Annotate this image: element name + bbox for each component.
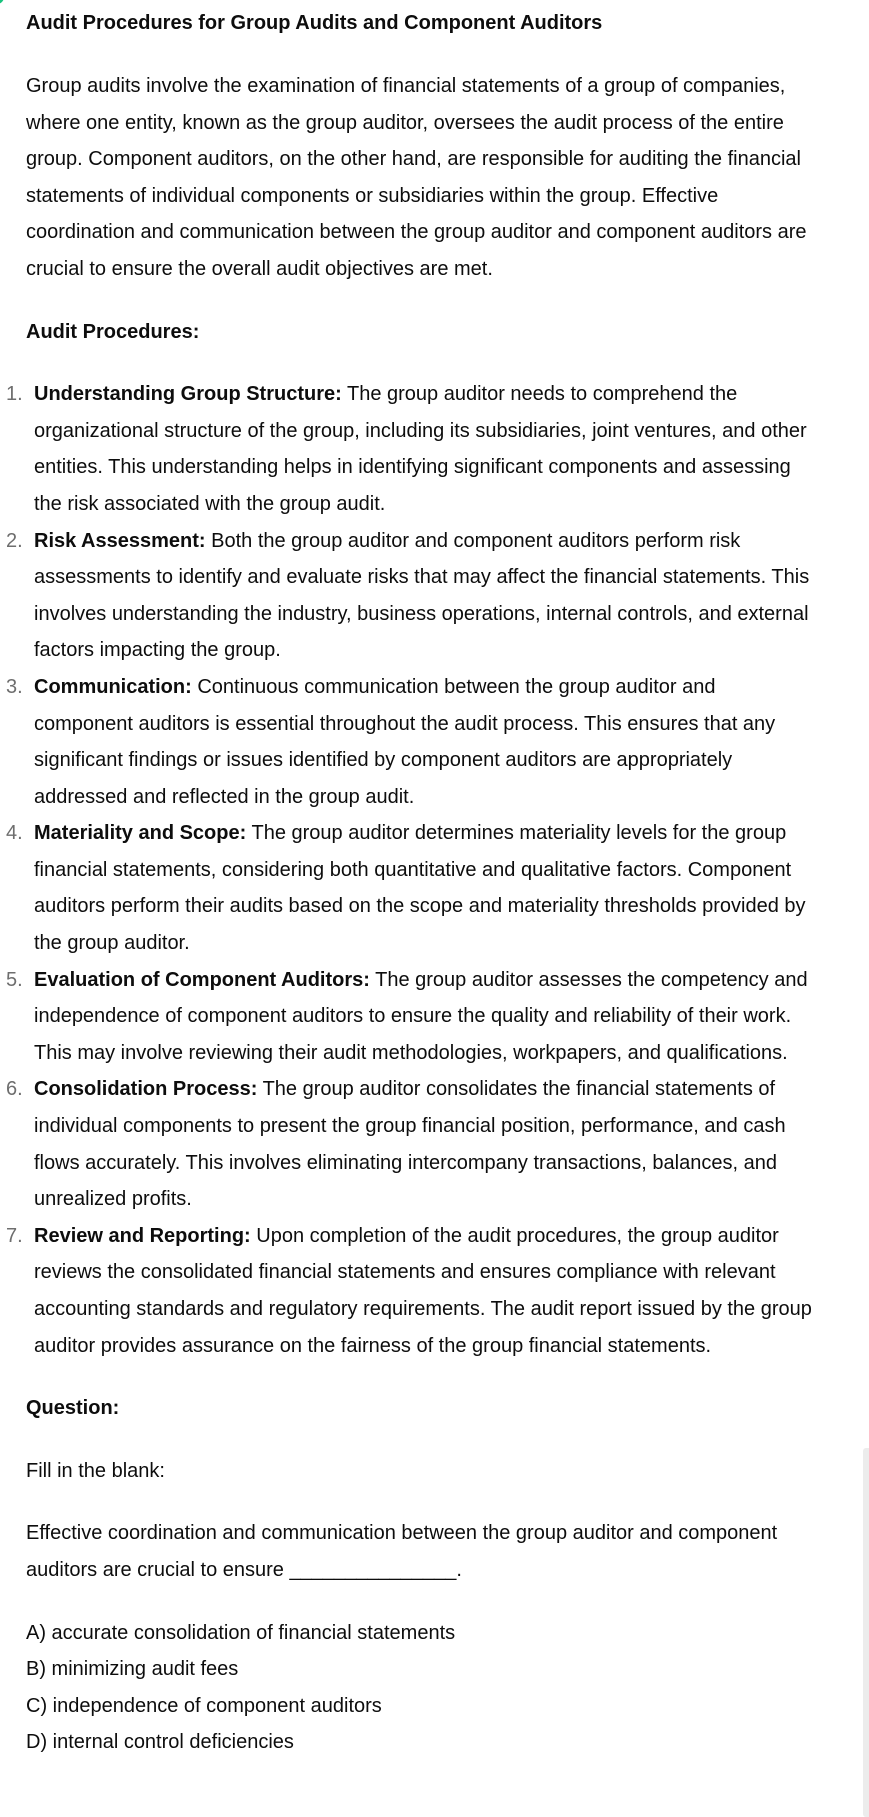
procedure-title: Evaluation of Component Auditors: — [34, 968, 370, 991]
procedures-heading: Audit Procedures: — [26, 320, 200, 343]
document-title: Audit Procedures for Group Audits and Component Auditors — [26, 12, 603, 34]
procedure-item-2 — [6, 523, 816, 669]
procedure-text: The group auditor determines materiality levels for the group financial statements, considering both quantitative and qualitative factors. Component auditors perform their audits based on the scope and materiality thresholds provided by the group auditor. — [34, 822, 806, 955]
procedure-title: Consolidation Process: — [34, 1078, 258, 1101]
procedure-text: The group auditor consolidates the financial statements of individual components to present the group financial position, performance, and cash flows accurately. This involves eliminating intercompany transactions, balances, and unrealized profits. — [34, 1078, 786, 1211]
procedure-number: 1. — [6, 383, 23, 406]
procedure-item-1 — [6, 376, 816, 522]
answer-option-d: D) internal control deficiencies — [26, 1731, 294, 1754]
question-text: Effective coordination and communication between the group auditor and component auditors are crucial to ensure _______________. — [26, 1522, 778, 1581]
question-heading: Question: — [26, 1397, 120, 1420]
procedure-item-5 — [6, 962, 816, 1072]
procedure-number: 3. — [6, 675, 23, 698]
procedure-text: The group auditor assesses the competency and independence of component auditors to ensure the quality and reliability of their work. This may involve reviewing their audit methodologies, workpapers, and qualifications. — [34, 968, 808, 1064]
procedure-number: 7. — [6, 1224, 23, 1247]
answer-options — [26, 1615, 816, 1761]
procedure-title: Review and Reporting: — [34, 1224, 251, 1247]
procedure-title: Communication: — [34, 675, 192, 698]
procedure-title: Understanding Group Structure: — [34, 383, 342, 406]
procedure-text: The group auditor needs to comprehend the organizational structure of the group, including its subsidiaries, joint ventures, and other entities. This understanding helps in identifying significant components and assessing the risk associated with the group audit. — [34, 383, 807, 515]
procedure-title: Risk Assessment: — [34, 529, 206, 552]
answer-option-c: C) independence of component auditors — [26, 1694, 382, 1717]
procedure-item-3 — [6, 669, 816, 815]
procedure-text: Upon completion of the audit procedures, the group auditor reviews the consolidated financial statements and ensures compliance with relevant accounting standards and regulatory requirements. The audit report issued by the group auditor provides assurance on the fairness of the group financial statements. — [34, 1224, 812, 1357]
procedure-number: 6. — [6, 1078, 23, 1101]
procedure-number: 2. — [6, 529, 23, 552]
procedure-text: Continuous communication between the group auditor and component auditors is essential throughout the audit process. This ensures that any significant findings or issues identified by component auditors are appropriately addressed and reflected in the group audit. — [34, 675, 776, 808]
procedure-title: Materiality and Scope: — [34, 822, 247, 845]
procedure-number: 5. — [6, 968, 23, 991]
fill-in-blank-label: Fill in the blank: — [26, 1459, 165, 1482]
procedure-item-7 — [6, 1218, 816, 1364]
procedure-item-6 — [6, 1071, 816, 1217]
answer-option-b: B) minimizing audit fees — [26, 1658, 239, 1681]
procedure-item-4 — [6, 815, 816, 961]
assistant-avatar-icon — [0, 0, 4, 4]
procedure-text: Both the group auditor and component auditors perform risk assessments to identify and evaluate risks that may affect the financial statements. This involves understanding the industry, business operations, internal controls, and external factors impacting the group. — [34, 529, 810, 662]
scrollbar[interactable] — [863, 1448, 869, 1817]
message-content — [6, 0, 816, 1761]
procedure-number: 4. — [6, 822, 23, 845]
procedures-list — [6, 376, 816, 1364]
intro-paragraph: Group audits involve the examination of financial statements of a group of companies, where one entity, known as the group auditor, oversees the audit process of the entire group. Component auditors, on the other hand, are responsible for auditing the financial statements of individual components or subsidiaries within the group. Effective coordination and communication between the group auditor and component auditors are crucial to ensure the overall audit objectives are met. — [26, 75, 807, 280]
answer-option-a: A) accurate consolidation of financial statements — [26, 1621, 456, 1644]
